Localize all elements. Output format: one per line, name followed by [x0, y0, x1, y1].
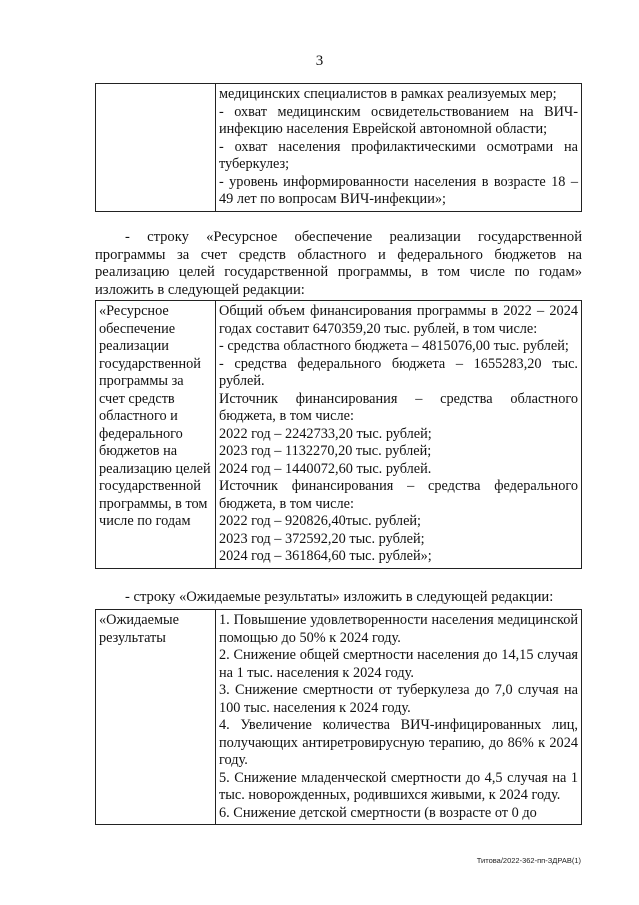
text-line: 4. Увеличение количества ВИЧ-инфицированных лиц, получающих антиретровирусную терапию, до 86% к 2024 году. [219, 717, 578, 768]
text-line: - средства федерального бюджета – 1655283,20 тыс. рублей. [219, 355, 578, 389]
text-line: - охват медицинским освидетельствованием на ВИЧ-инфекцию населения Еврейской автономной области; [219, 103, 578, 137]
text-line: 3. Снижение смертности от туберкулеза до 7,0 случая на 100 тыс. населения к 2024 году. [219, 682, 578, 716]
text-line: 2024 год – 361864,60 тыс. рублей»; [219, 548, 432, 564]
text-line: 2024 год – 1440072,60 тыс. рублей. [219, 460, 432, 477]
text-line: медицинских специалистов в рамках реализуемых мер; [219, 86, 557, 102]
table-row [96, 610, 582, 825]
text-line: 2. Снижение общей смертности населения до 14,15 случая на 1 тыс. населения к 2024 году. [219, 647, 578, 681]
text-line: 2023 год – 372592,20 тыс. рублей; [219, 530, 425, 547]
paragraph-resource-row-instruction: - строку «Ресурсное обеспечение реализации государственной программы за счет средств областного и федерального бюджетов на реализацию целей государственной программы, в том числе по годам» изложить в следующей редакции: [95, 229, 582, 298]
table-cell-content [216, 610, 582, 825]
table-cell-label: «Ожидаемые результаты [96, 610, 216, 825]
text-line: 6. Снижение детской смертности (в возрасте от 0 до [219, 804, 537, 821]
table-program-indicators-continued [95, 83, 582, 212]
text-line: 2023 год – 1132270,20 тыс. рублей; [219, 443, 432, 459]
table-cell-label [96, 84, 216, 212]
text-line: - уровень информированности населения в возрасте 18 – 49 лет по вопросам ВИЧ-инфекции»; [219, 173, 578, 207]
document-footer-id: Титова/2022-362-пп-ЗДРАВ(1) [476, 856, 581, 865]
text-line: Общий объем финансирования программы в 2022 – 2024 годах составит 6470359,20 тыс. рублей, в том числе: [219, 303, 578, 337]
text-line: - средства областного бюджета – 4815076,00 тыс. рублей; [219, 338, 569, 354]
paragraph-results-row-instruction: - строку «Ожидаемые результаты» изложить в следующей редакции: [125, 589, 554, 605]
table-expected-results [95, 609, 582, 825]
text-line: 2022 год – 920826,40тыс. рублей; [219, 513, 422, 529]
table-cell-content [216, 84, 582, 212]
table-cell-content [216, 301, 582, 569]
text-line: 5. Снижение младенческой смертности до 4,5 случая на 1 тыс. новорожденных, родившихся живыми, к 2024 году. [219, 769, 578, 803]
text-line: 1. Повышение удовлетворенности населения медицинской помощью до 50% к 2024 году. [219, 612, 578, 646]
text-line: Источник финансирования – средства федерального бюджета, в том числе: [219, 478, 578, 512]
text-line: Источник финансирования – средства областного бюджета, в том числе: [219, 390, 578, 424]
table-resource-provision [95, 300, 582, 569]
text-line: 2022 год – 2242733,20 тыс. рублей; [219, 425, 432, 442]
table-row [96, 84, 582, 212]
page-number: 3 [315, 53, 324, 69]
table-cell-label: «Ресурсное обеспечение реализации государственной программы за счет средств областного и федерального бюджетов на реализацию целей государственной программы, в том числе по годам [96, 301, 216, 569]
text-line: - охват населения профилактическими осмотрами на туберкулез; [219, 138, 578, 172]
table-row [96, 301, 582, 569]
